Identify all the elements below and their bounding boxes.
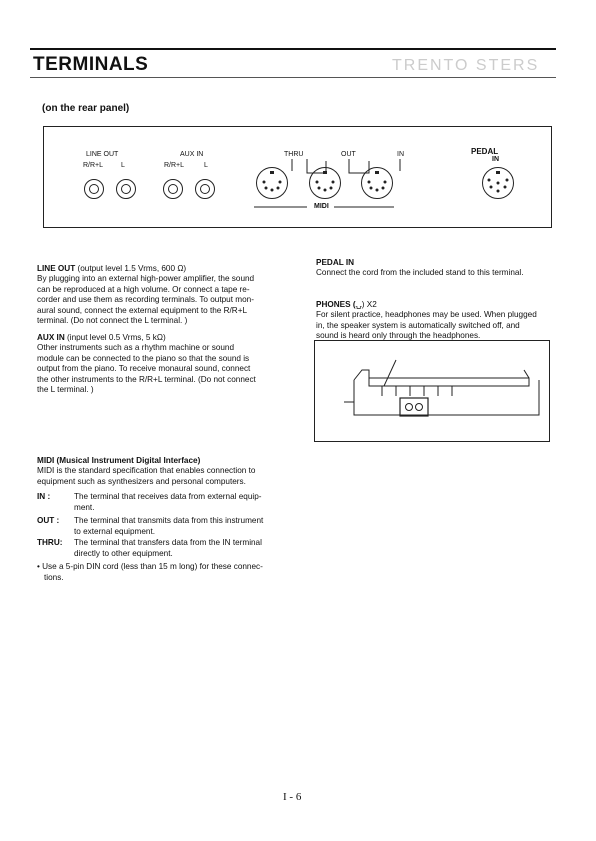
midi-out-din-port [309,167,341,199]
page-title: TERMINALS [33,54,149,75]
pedal-din-port [482,167,514,199]
midi-bracket-lines [44,127,551,227]
pedal-in-paragraph: Connect the cord from the included stand to this terminal. [316,268,524,277]
in-term-label: IN : [37,492,51,501]
rear-panel-diagram [43,126,552,228]
aux-in-rl-label: R/R+L [164,162,185,169]
headphone-icon: ⍽ [355,300,362,309]
piano-phones-illustration [314,340,550,442]
midi-in-label: IN [397,151,404,158]
line-out-rl-label: R/R+L [83,162,104,169]
thru-term-text: The terminal that transfers data from the IN terminal directly to other equipment. [74,538,262,558]
pedal-label: PEDAL [471,147,499,156]
midi-thru-din-port [256,167,288,199]
phones-heading: PHONES (⍽) X2 [316,300,377,309]
out-term-text: The terminal that transmits data from this instrument to external equipment. [74,516,264,536]
page-number: I - 6 [283,791,302,803]
out-term-label: OUT : [37,516,60,525]
in-term-text: The terminal that receives data from external equip- ment. [74,492,262,512]
title-top-rule [30,48,556,50]
title-bottom-rule [30,77,556,78]
line-out-label: LINE OUT [86,151,119,158]
aux-in-label: AUX IN [180,151,204,158]
aux-in-heading: AUX IN (input level 0.5 Vrms, 5 kΩ) [37,333,166,342]
aux-in-paragraph: Other instruments such as a rhythm machine or sound module can be connected to the piano so that the sound is output from the piano. To receive monaural sound, connect the other instruments to the R/R+L terminal. (Do not connect the L terminal. ) [37,343,256,395]
panel-caption: (on the rear panel) [42,103,130,114]
midi-out-label: OUT [341,151,356,158]
midi-in-din-port [361,167,393,199]
line-out-heading: LINE OUT (output level 1.5 Vrms, 600 Ω) [37,264,187,273]
line-out-paragraph: By plugging into an external high-power amplifier, the sound can be reproduced at a high volume. Or connect a tape re- corder and use them as recording terminals. To output mon- aural sound, connect the external equipment to the R/R+L terminal. (Do not connect the L terminal. ) [37,274,255,326]
phones-paragraph: For silent practice, headphones may be used. When plugged in, the speaker system is automatically switched off, and sound is heard only through the headphones. [316,310,537,341]
aux-in-l-label: L [204,162,208,169]
midi-label: MIDI [314,203,329,210]
midi-paragraph: MIDI is the standard specification that enables connection to equipment such as synthesizers and personal computers. [37,466,256,486]
midi-heading: MIDI (Musical Instrument Digital Interface) [37,456,201,465]
pedal-in-heading: PEDAL IN [316,258,355,267]
bleed-through-text: TRENTO STERS [392,57,540,74]
midi-thru-label: THRU [284,151,304,158]
pedal-in-label: IN [492,156,499,163]
midi-cord-note: • Use a 5-pin DIN cord (less than 15 m long) for these connec- tions. [37,562,263,582]
line-out-l-label: L [121,162,125,169]
thru-term-label: THRU: [37,538,63,547]
